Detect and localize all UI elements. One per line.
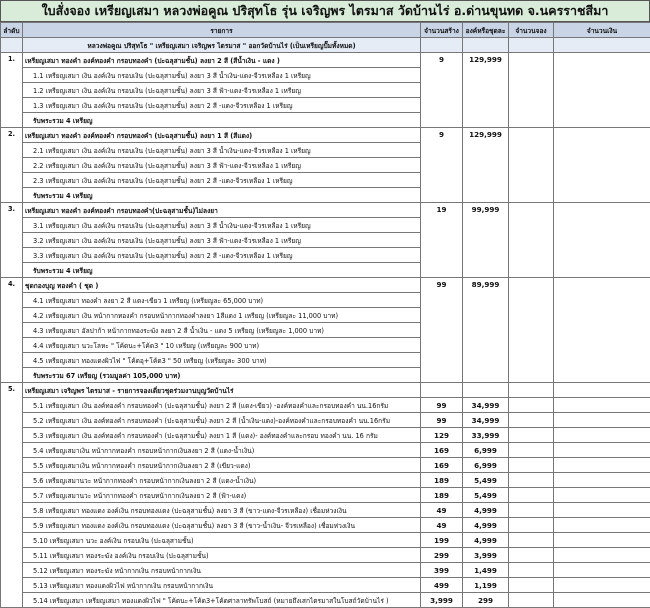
- qty-input[interactable]: [509, 548, 554, 563]
- unit-price: 3,999: [463, 548, 509, 563]
- section-row: [1, 278, 650, 293]
- section-title: เหรียญเสมา ทองคำ องค์ทองคำ กรอบทองคำ (ปะฉลุสามชั้น) ลงยา 1 สี (สีแดง): [23, 128, 421, 143]
- item-row: [1, 578, 650, 593]
- item-row: [1, 548, 650, 563]
- header-price: องค์หรือชุดละ: [463, 23, 509, 38]
- total-text: รับพระรวม 4 เหรียญ: [23, 188, 421, 203]
- made-count: 19: [421, 203, 463, 278]
- qty-input[interactable]: [509, 473, 554, 488]
- item-text: 1.3 เหรียญเสมา เงิน องค์เงิน กรอบเงิน (ปะฉลุสามชั้น) ลงยา 2 สี -แดง-จีวรเหลือง 1 เหรียญ: [23, 98, 421, 113]
- made-count: 499: [421, 578, 463, 593]
- section-row: [1, 53, 650, 68]
- section-number: 1.: [1, 53, 23, 128]
- header-amount: จำนวนเงิน: [554, 23, 650, 38]
- header-qty: จำนวนจอง: [509, 23, 554, 38]
- amount-input[interactable]: [554, 278, 650, 383]
- page-title: ใบสั่งจอง เหรียญเสมา หลวงพ่อคูณ ปริสุทโธ รุ่น เจริญพร ไตรมาส วัดบ้านไร่ อ.ด่านขุนทด จ.นครราชสีมา: [0, 0, 650, 22]
- amount-input[interactable]: [554, 128, 650, 203]
- unit-price: 99,999: [463, 203, 509, 278]
- section-row: [1, 203, 650, 218]
- unit-price: 129,999: [463, 128, 509, 203]
- made-count: 3,999: [421, 593, 463, 608]
- qty-input[interactable]: [509, 53, 554, 128]
- qty-input[interactable]: [509, 398, 554, 413]
- made-count: 49: [421, 503, 463, 518]
- item-text: 3.2 เหรียญเสมา เงิน องค์เงิน กรอบเงิน (ปะฉลุสามชั้น) ลงยา 3 สี ฟ้า-แดง-จีวรเหลือง 1 เหรียญ: [23, 233, 421, 248]
- unit-price: 1,199: [463, 578, 509, 593]
- item-row: [1, 503, 650, 518]
- qty-input[interactable]: [509, 533, 554, 548]
- item-text: 5.6 เหรียญเสมานวะ หน้ากากทองคำ กรอบหน้ากากเงินลงยา 2 สี (แดง-น้ำเงิน): [23, 473, 421, 488]
- made-count: 189: [421, 488, 463, 503]
- amount-input[interactable]: [554, 383, 650, 398]
- section-number: 2.: [1, 128, 23, 203]
- amount-input[interactable]: [554, 518, 650, 533]
- item-text: 4.1 เหรียญเสมา ทองคำ ลงยา 2 สี แดง-เขียว 1 เหรียญ (เหรียญละ 65,000 บาท): [23, 293, 421, 308]
- header-made: จำนวนสร้าง: [421, 23, 463, 38]
- unit-price: 89,999: [463, 278, 509, 383]
- made-count: 399: [421, 563, 463, 578]
- made-count: 49: [421, 518, 463, 533]
- item-text: 3.3 เหรียญเสมา เงิน องค์เงิน กรอบเงิน (ปะฉลุสามชั้น) ลงยา 2 สี -แดง-จีวรเหลือง 1 เหรียญ: [23, 248, 421, 263]
- unit-price: 34,999: [463, 413, 509, 428]
- amount-input[interactable]: [554, 578, 650, 593]
- qty-input[interactable]: [509, 563, 554, 578]
- amount-input[interactable]: [554, 398, 650, 413]
- qty-input[interactable]: [509, 578, 554, 593]
- item-text: 5.8 เหรียญเสมา ทองแดง องค์เงิน กรอบทองแดง (ปะฉลุสามชั้น) ลงยา 3 สี (ขาว-แดง-จีวรเหลือง) เชื่อมห่วงเงิน: [23, 503, 421, 518]
- section-row: [1, 383, 650, 398]
- item-row: [1, 428, 650, 443]
- unit-price: 5,499: [463, 488, 509, 503]
- made-count: 299: [421, 548, 463, 563]
- header-items: รายการ: [23, 23, 421, 38]
- made-count: 169: [421, 443, 463, 458]
- qty-input[interactable]: [509, 203, 554, 278]
- item-text: 5.10 เหรียญเสมา นวะ องค์เงิน กรอบเงิน (ปะฉลุสามชั้น): [23, 533, 421, 548]
- section-title: เหรียญเสมา ทองคำ องค์ทองคำ กรอบทองคำ (ปะฉลุสามชั้น) ลงยา 2 สี (สีน้ำเงิน - แดง ): [23, 53, 421, 68]
- item-text: 3.1 เหรียญเสมา เงิน องค์เงิน กรอบเงิน (ปะฉลุสามชั้น) ลงยา 3 สี น้ำเงิน-แดง-จีวรเหลือง 1 เหรียญ: [23, 218, 421, 233]
- made-count: 199: [421, 533, 463, 548]
- item-row: [1, 398, 650, 413]
- section-title: ชุดกองบุญ ทองคำ ( ชุด ): [23, 278, 421, 293]
- qty-input[interactable]: [509, 443, 554, 458]
- made-count: 9: [421, 53, 463, 128]
- item-text: 2.2 เหรียญเสมา เงิน องค์เงิน กรอบเงิน (ปะฉลุสามชั้น) ลงยา 3 สี ฟ้า-แดง-จีวรเหลือง 1 เหรียญ: [23, 158, 421, 173]
- item-row: [1, 563, 650, 578]
- qty-input[interactable]: [509, 383, 554, 398]
- item-row: [1, 413, 650, 428]
- item-row: [1, 458, 650, 473]
- section-title: เหรียญเสมา เจริญพร ไตรมาส - รายการจองเดี่ยวชุดร่วมงานบุญวัดบ้านไร่: [23, 383, 421, 398]
- section-number: 5.: [1, 383, 23, 608]
- unit-price: 1,499: [463, 563, 509, 578]
- unit-price: 6,999: [463, 458, 509, 473]
- qty-input[interactable]: [509, 518, 554, 533]
- total-text: รับพระรวม 67 เหรียญ (รวมมูลค่า 105,000 บาท): [23, 368, 421, 383]
- made-count: 129: [421, 428, 463, 443]
- unit-price: 4,999: [463, 503, 509, 518]
- amount-input[interactable]: [554, 473, 650, 488]
- amount-input[interactable]: [554, 443, 650, 458]
- item-text: 5.2 เหรียญเสมา เงิน องค์ทองคำ กรอบทองคำ (ปะฉลุสามชั้น) ลงยา 2 สี (น้ำเงิน-แดง)-องค์ทองคำและกรอบทองคำ นน.16กรัม: [23, 413, 421, 428]
- made-count: 189: [421, 473, 463, 488]
- item-text: 4.4 เหรียญเสมา นวะโลหะ " โค้ดนะ+โค้ด3 " 10 เหรียญ (เหรียญละ 900 บาท): [23, 338, 421, 353]
- item-row: [1, 488, 650, 503]
- qty-input[interactable]: [509, 128, 554, 203]
- amount-input[interactable]: [554, 593, 650, 608]
- unit-price: 299: [463, 593, 509, 608]
- item-text: 5.1 เหรียญเสมา เงิน องค์ทองคำ กรอบทองคำ (ปะฉลุสามชั้น) ลงยา 2 สี (แดง-เขียว) -องค์ทองคำและกรอบทองคำ นน.16กรัม: [23, 398, 421, 413]
- section-title: เหรียญเสมา ทองคำ องค์ทองคำ กรอบทองคำ(ปะฉลุสามชั้น)ไม่ลงยา: [23, 203, 421, 218]
- amount-input[interactable]: [554, 563, 650, 578]
- item-text: 5.3 เหรียญเสมา เงิน องค์ทองคำ กรอบทองคำ (ปะฉลุสามชั้น) ลงยา 1 สี (แดง)- องค์ทองคำและกรอบ ทองคำ นน. 16 กรัม: [23, 428, 421, 443]
- item-text: 5.13 เหรียญเสมา ทองแดงผิวไฟ หน้ากากเงิน กรอบหน้ากากเงิน: [23, 578, 421, 593]
- item-text: 1.1 เหรียญเสมา เงิน องค์เงิน กรอบเงิน (ปะฉลุสามชั้น) ลงยา 3 สี น้ำเงิน-แดง-จีวรเหลือง 1 เหรียญ: [23, 68, 421, 83]
- made-count: 169: [421, 458, 463, 473]
- item-text: 1.2 เหรียญเสมา เงิน องค์เงิน กรอบเงิน (ปะฉลุสามชั้น) ลงยา 3 สี ฟ้า-แดง-จีวรเหลือง 1 เหรียญ: [23, 83, 421, 98]
- item-text: 5.9 เหรียญเสมา ทองแดง องค์เงิน กรอบทองแดง (ปะฉลุสามชั้น) ลงยา 3 สี (ขาว-น้ำเงิน- จีวรเหลือง) เชื่อมห่วงเงิน: [23, 518, 421, 533]
- item-text: 4.3 เหรียญเสมา อัลปาก้า หน้ากากทองระฆัง ลงยา 2 สี น้ำเงิน - แดง 5 เหรียญ (เหรียญละ 1,000 บาท): [23, 323, 421, 338]
- unit-price: 6,999: [463, 443, 509, 458]
- amount-input[interactable]: [554, 203, 650, 278]
- header-no: ลำดับ: [1, 23, 23, 38]
- section-number: 4.: [1, 278, 23, 383]
- item-row: [1, 443, 650, 458]
- amount-input[interactable]: [554, 458, 650, 473]
- unit-price: 4,999: [463, 533, 509, 548]
- unit-price: 5,499: [463, 473, 509, 488]
- item-row: [1, 473, 650, 488]
- item-row: [1, 533, 650, 548]
- header-row: [1, 23, 650, 38]
- amount-input[interactable]: [554, 413, 650, 428]
- item-text: 4.2 เหรียญเสมา เงิน หน้ากากทองคำ กรอบหน้ากากทองคำลงยา 1สีแดง 1 เหรียญ (เหรียญละ 11,000 บาท): [23, 308, 421, 323]
- item-text: 2.1 เหรียญเสมา เงิน องค์เงิน กรอบเงิน (ปะฉลุสามชั้น) ลงยา 3 สี น้ำเงิน-แดง-จีวรเหลือง 1 เหรียญ: [23, 143, 421, 158]
- item-row: [1, 518, 650, 533]
- qty-input[interactable]: [509, 278, 554, 383]
- unit-price: 34,999: [463, 398, 509, 413]
- item-text: 5.5 เหรียญเสมาเงิน หน้ากากทองคำ กรอบหน้ากากเงินลงยา 2 สี (เขียว-แดง): [23, 458, 421, 473]
- section-row: [1, 128, 650, 143]
- item-text: 5.11 เหรียญเสมา ทองระฆัง องค์เงิน กรอบเงิน (ปะฉลุสามชั้น): [23, 548, 421, 563]
- item-text: 5.12 เหรียญเสมา ทองระฆัง หน้ากากเงิน กรอบหน้ากากเงิน: [23, 563, 421, 578]
- subtitle-text: หลวงพ่อคูณ ปริสุทโธ " เหรียญเสมา เจริญพร ไตรมาส " ออกวัดบ้านไร่ (เป็นเหรียญปั๊มทั้งหมด): [23, 38, 421, 53]
- item-text: 4.5 เหรียญเสมา ทองแดงผิวไฟ " โค้ดอุ+โค้ด3 " 50 เหรียญ (เหรียญละ 300 บาท): [23, 353, 421, 368]
- made-count: 99: [421, 278, 463, 383]
- made-count: 99: [421, 398, 463, 413]
- made-count: 99: [421, 413, 463, 428]
- unit-price: 4,999: [463, 518, 509, 533]
- qty-input[interactable]: [509, 593, 554, 608]
- made-count: 9: [421, 128, 463, 203]
- unit-price: 33,999: [463, 428, 509, 443]
- qty-input[interactable]: [509, 428, 554, 443]
- amount-input[interactable]: [554, 533, 650, 548]
- unit-price: 129,999: [463, 53, 509, 128]
- qty-input[interactable]: [509, 503, 554, 518]
- amount-input[interactable]: [554, 53, 650, 128]
- item-text: 2.3 เหรียญเสมา เงิน องค์เงิน กรอบเงิน (ปะฉลุสามชั้น) ลงยา 2 สี -แดง-จีวรเหลือง 1 เหรียญ: [23, 173, 421, 188]
- qty-input[interactable]: [509, 413, 554, 428]
- amount-input[interactable]: [554, 548, 650, 563]
- total-text: รับพระรวม 4 เหรียญ: [23, 263, 421, 278]
- amount-input[interactable]: [554, 488, 650, 503]
- amount-input[interactable]: [554, 428, 650, 443]
- section-number: 3.: [1, 203, 23, 278]
- order-table: [0, 22, 650, 608]
- total-text: รับพระรวม 4 เหรียญ: [23, 113, 421, 128]
- qty-input[interactable]: [509, 458, 554, 473]
- item-text: 5.7 เหรียญเสมานวะ หน้ากากทองคำ กรอบหน้ากากเงินลงยา 2 สี (ฟ้า-แดง): [23, 488, 421, 503]
- item-text: 5.14 เหรียญเสมา เหรียญเสมา ทองแดงผิวไฟ " โค้ดนะ+โค้ด3+โค้ดศาลาทรัพโบสถ์ (หมายถึงเสกไตรมาสในโบสถ์วัดบ้านไร่ ): [23, 593, 421, 608]
- subtitle-row: [1, 38, 650, 53]
- item-text: 5.4 เหรียญเสมาเงิน หน้ากากทองคำ กรอบหน้ากากเงินลงยา 2 สี (แดง-น้ำเงิน): [23, 443, 421, 458]
- item-row: [1, 593, 650, 608]
- qty-input[interactable]: [509, 488, 554, 503]
- amount-input[interactable]: [554, 503, 650, 518]
